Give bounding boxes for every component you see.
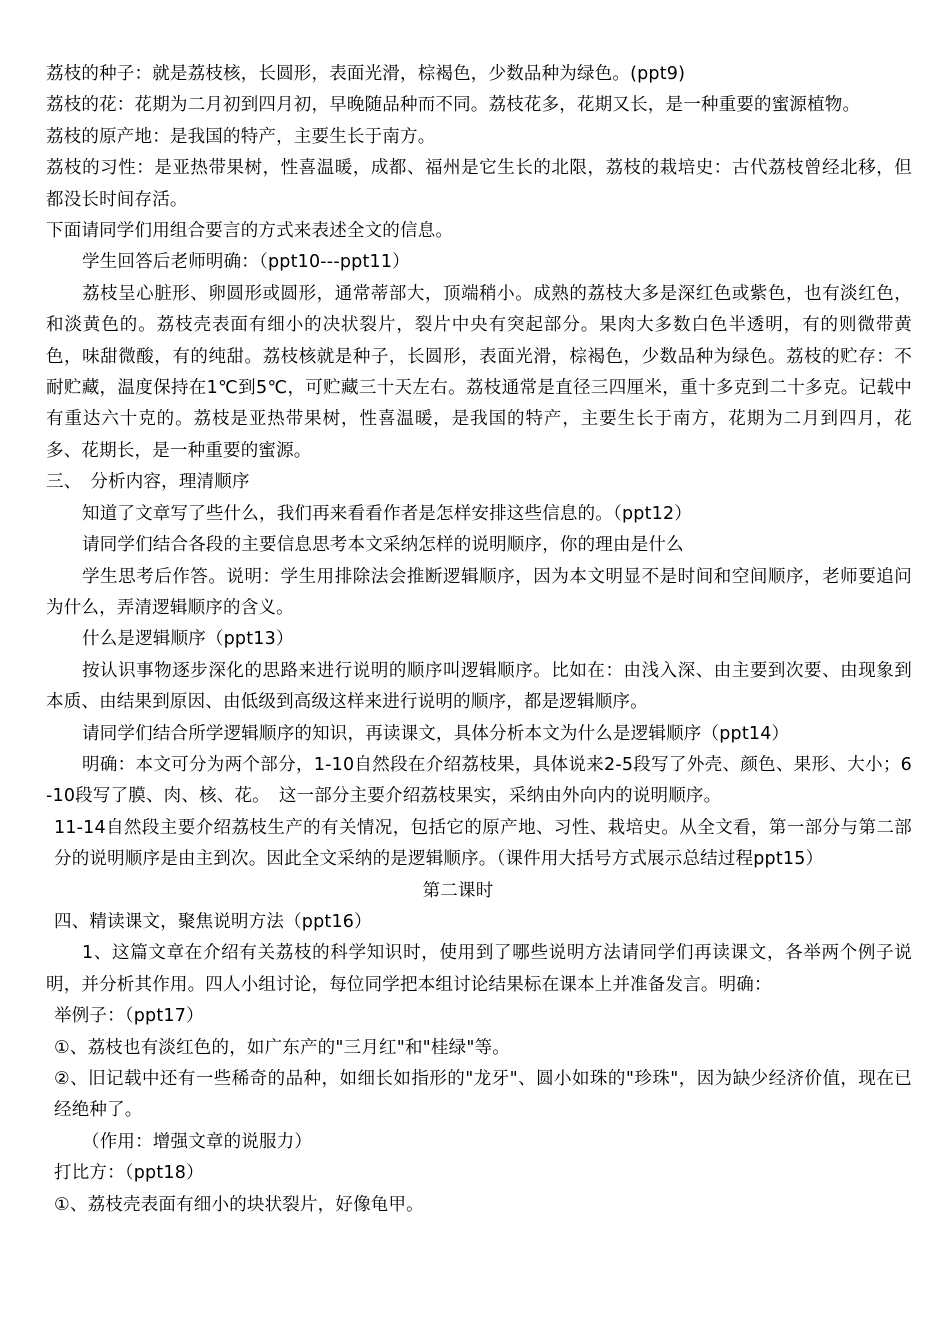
- example-effect-note: （作用：增强文章的说服力）: [82, 1131, 313, 1152]
- habit-paragraph: 荔枝的习性：是亚热带果树，性喜温暖，成都、福州是它生长的北限，荔枝的栽培史：古代荔枝曾经北移，但都没长时间存活。: [46, 158, 912, 210]
- summary-paragraph: 荔枝呈心脏形、卵圆形或圆形，通常蒂部大，顶端稍小。成熟的荔枝大多是深红色或紫色，也有淡红色，和淡黄色的。荔枝壳表面有细小的决状裂片，裂片中央有突起部分。果肉大多数白色半透明，有的则微带黄色，味甜微酸，有的纯甜。荔枝核就是种子，长圆形，表面光滑，棕褐色，少数品种为绿色。荔枝的贮存：不耐贮藏，温度保持在1℃到5℃，可贮藏三十天左右。荔枝通常是直径三四厘米，重十多克到二十多克。记载中有重达六十克的。荔枝是亚热带果树，性喜温暖，是我国的特产，主要生长于南方，花期为二月到四月，花多、花期长，是一种重要的蜜源。: [46, 283, 912, 461]
- clarify-part-two: 11-14自然段主要介绍荔枝生产的有关情况，包括它的原产地、习性、栽培史。从全文看，第一部分与第二部分的说明顺序是由主到次。因此全文采纳的是逻辑顺序。（课件用大括号方式展示总结过程ppt15）: [54, 817, 912, 870]
- student-answer-paragraph: 学生思考后作答。说明：学生用排除法会推断逻辑顺序，因为本文明显不是时间和空间顺序，老师要追问为什么，弄清逻辑顺序的含义。: [46, 566, 912, 618]
- instruction-paragraph: 下面请同学们用组合要言的方式来表述全文的信息。: [46, 221, 454, 242]
- logic-order-question: 什么是逻辑顺序（ppt13）: [82, 629, 294, 650]
- example-item-1: ①、荔枝也有淡红色的，如广东产的"三月红"和"桂绿"等。: [54, 1037, 510, 1058]
- document-page: [46, 59, 912, 1221]
- logic-order-definition: 按认识事物逐步深化的思路来进行说明的顺序叫逻辑顺序。比如在：由浅入深、由主要到次要、由现象到本质、由结果到原因、由低级到高级这样来进行说明的顺序，都是逻辑顺序。: [46, 660, 912, 713]
- flower-paragraph: 荔枝的花：花期为二月初到四月初，早晚随品种而不同。荔枝花多，花期又长，是一种重要的蜜源植物。: [46, 95, 861, 116]
- section-four-heading: 四、精读课文，聚焦说明方法（ppt16）: [54, 911, 372, 932]
- second-lesson-heading: 第二课时: [422, 880, 494, 901]
- seed-paragraph: 荔枝的种子：就是荔枝核，长圆形，表面光滑，棕褐色，少数品种为绿色。(ppt9): [46, 64, 686, 84]
- section-three-heading: 三、 分析内容，理清顺序: [46, 472, 250, 493]
- origin-paragraph: 荔枝的原产地：是我国的特产，主要生长于南方。: [46, 126, 436, 147]
- clarify-part-one: 明确：本文可分为两个部分，1-10自然段在介绍荔枝果，具体说来2-5段写了外壳、颜色、果形、大小；6-10段写了膜、肉、核、花。 这一部分主要介绍荔枝果实，采纳由外向内的说明顺序。: [46, 754, 912, 807]
- methods-question-paragraph: 1、这篇文章在介绍有关荔枝的科学知识时，使用到了哪些说明方法请同学们再读课文，各举两个例子说明，并分析其作用。四人小组讨论，每位同学把本组讨论结果标在课本上并准备发言。明确：: [46, 943, 912, 995]
- arrangement-paragraph: 知道了文章写了些什么，我们再来看看作者是怎样安排这些信息的。（ppt12）: [82, 503, 692, 524]
- order-question-paragraph: 请同学们结合各段的主要信息思考本文采纳怎样的说明顺序，你的理由是什么: [82, 535, 684, 556]
- teacher-clarify-line: 学生回答后老师明确：（ppt10---ppt11）: [82, 252, 410, 273]
- analogy-item-1: ①、荔枝壳表面有细小的块状裂片，好像龟甲。: [54, 1194, 424, 1215]
- logic-order-analysis-prompt: 请同学们结合所学逻辑顺序的知识，再读课文，具体分析本文为什么是逻辑顺序（ppt14）: [82, 723, 790, 744]
- example-method-heading: 举例子：（ppt17）: [54, 1006, 204, 1027]
- analogy-method-heading: 打比方：（ppt18）: [54, 1163, 204, 1184]
- example-item-2: ②、旧记载中还有一些稀奇的品种，如细长如指形的"龙牙"、圆小如珠的"珍珠"，因为缺少经济价值，现在已经绝种了。: [54, 1069, 912, 1121]
